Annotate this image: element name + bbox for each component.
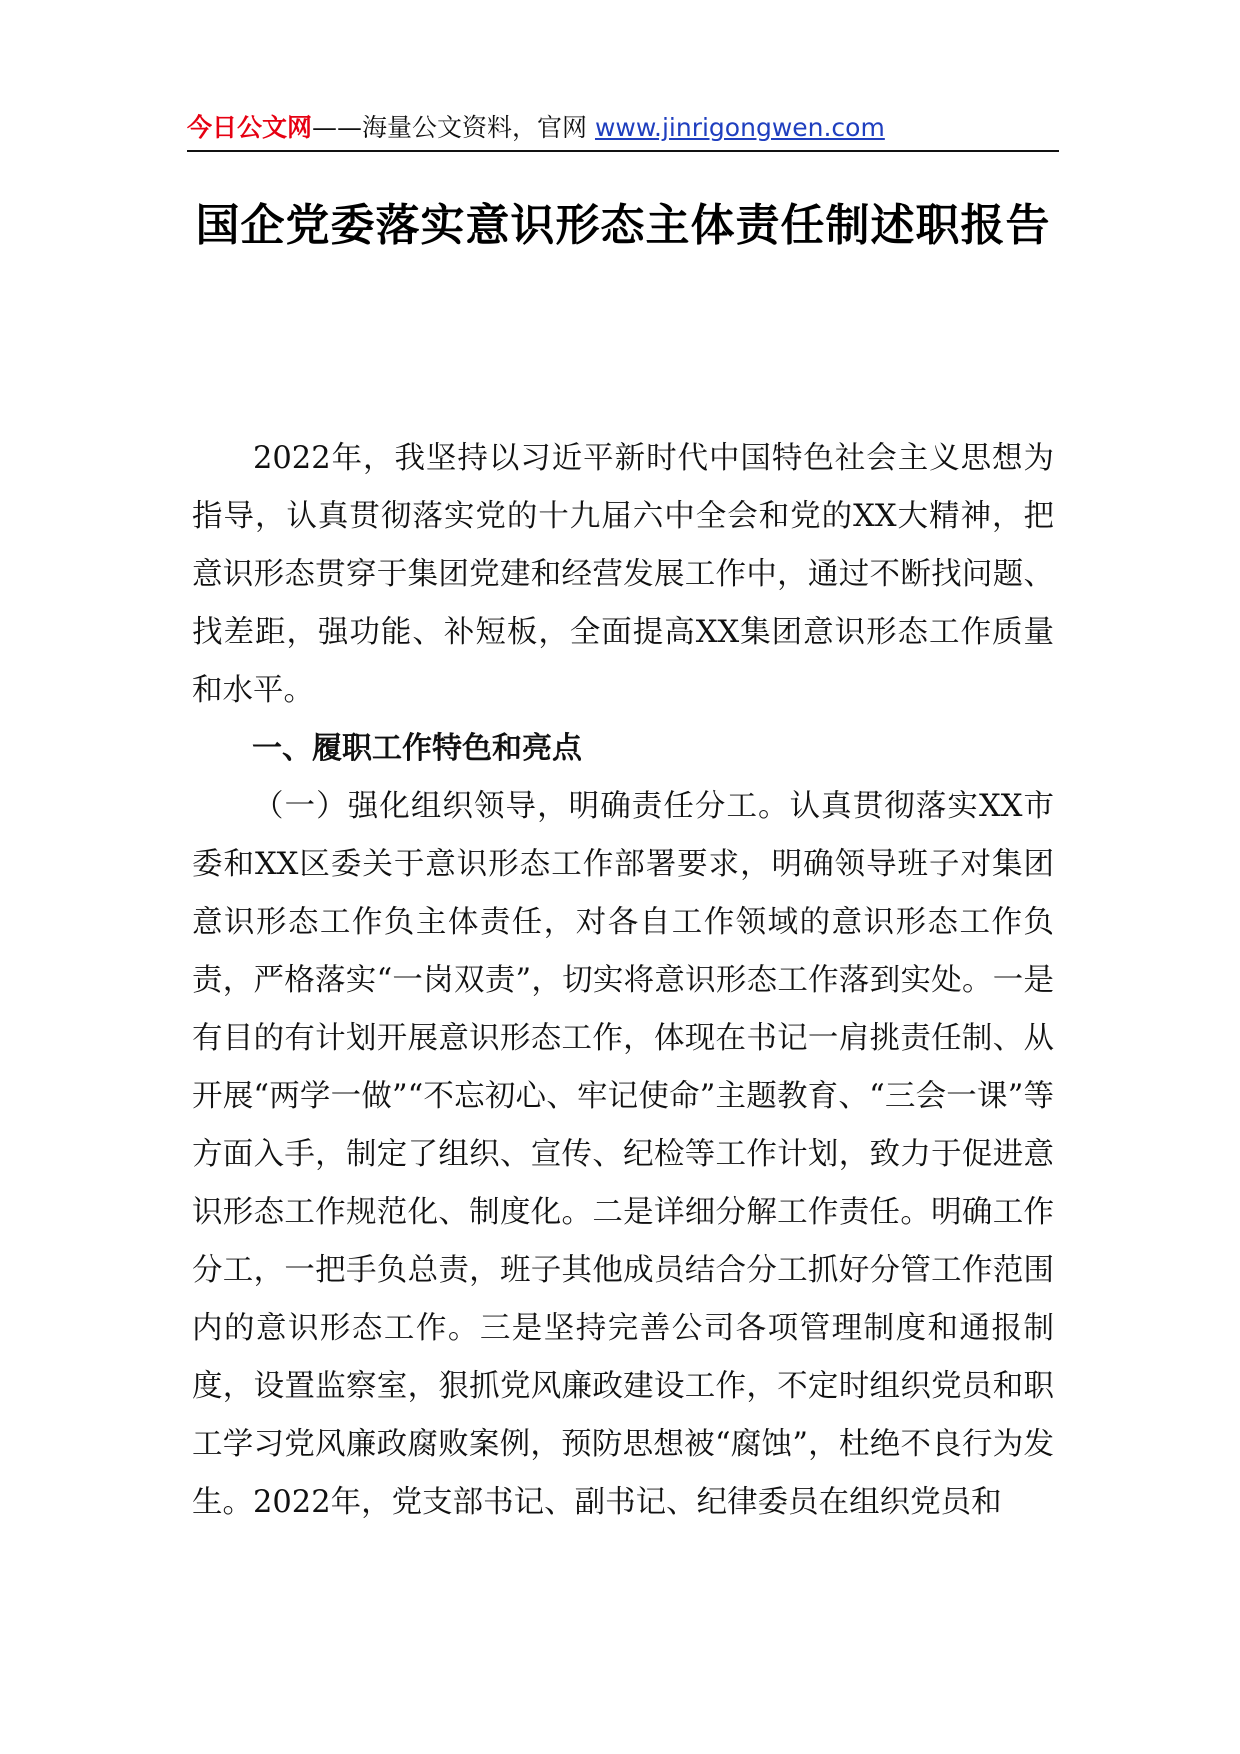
intro-paragraph: 2022年，我坚持以习近平新时代中国特色社会主义思想为指导，认真贯彻落实党的十九届六中全会和党的XX大精神，把意识形态贯穿于集团党建和经营发展工作中，通过不断找问题、找差距，强功能、补短板，全面提高XX集团意识形态工作质量和水平。	[192, 441, 1054, 708]
page-header	[187, 108, 1059, 148]
section-heading: 一、履职工作特色和亮点	[252, 731, 582, 766]
body-paragraph: （一）强化组织领导，明确责任分工。认真贯彻落实XX市委和XX区委关于意识形态工作部署要求，明确领导班子对集团意识形态工作负主体责任，对各自工作领域的意识形态工作负责，严格落实“一岗双责”，切实将意识形态工作落到实处。一是有目的有计划开展意识形态工作，体现在书记一肩挑责任制、从开展“两学一做”“不忘初心、牢记使命”主题教育、“三会一课”等方面入手，制定了组织、宣传、纪检等工作计划，致力于促进意识形态工作规范化、制度化。二是详细分解工作责任。明确工作分工，一把手负总责，班子其他成员结合分工抓好分管工作范围内的意识形态工作。三是坚持完善公司各项管理制度和通报制度，设置监察室，狠抓党风廉政建设工作，不定时组织党员和职工学习党风廉政腐败案例，预防思想被“腐蚀”，杜绝不良行为发生。2022年，党支部书记、副书记、纪律委员在组织党员和	[192, 789, 1054, 1520]
header-divider	[187, 150, 1059, 152]
website-link[interactable]: www.jinrigongwen.com	[594, 113, 885, 142]
document-title: 国企党委落实意识形态主体责任制述职报告	[195, 200, 1051, 251]
header-dash: ——	[312, 113, 363, 142]
brand-name: 今日公文网	[187, 113, 313, 142]
document-body	[192, 430, 1054, 1532]
header-tagline: 海量公文资料，官网	[362, 113, 588, 142]
